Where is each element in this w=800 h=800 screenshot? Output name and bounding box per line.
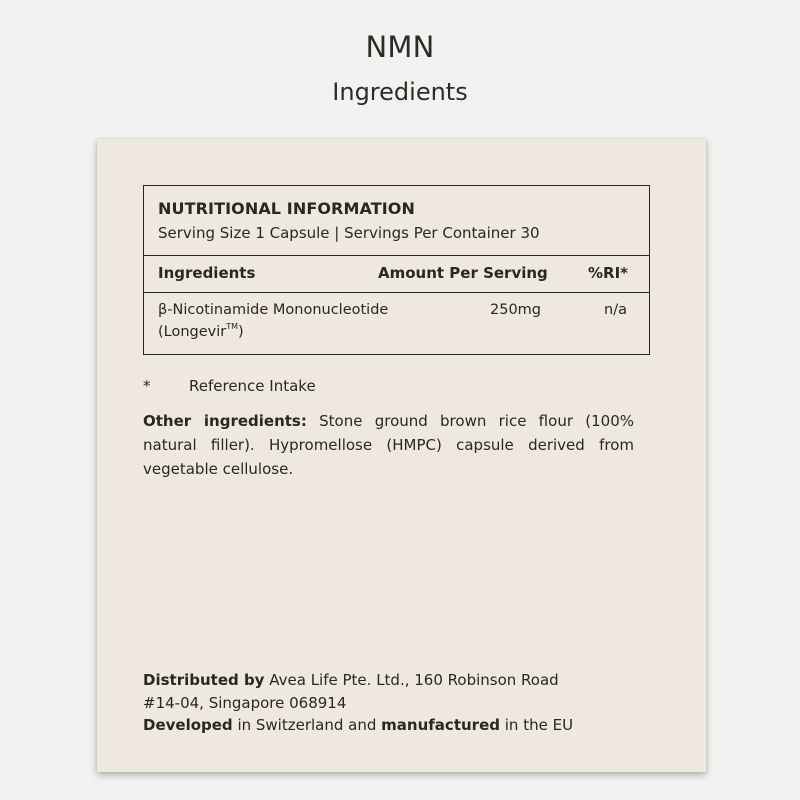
- developed-text: in Switzerland and: [237, 716, 377, 734]
- manufactured-text: in the EU: [504, 716, 574, 734]
- nutrition-header: [144, 186, 649, 256]
- trademark-mark: TM: [226, 322, 239, 331]
- distribution-info: [143, 669, 663, 737]
- distributed-label: Distributed by: [143, 671, 265, 689]
- reference-text: Reference Intake: [189, 377, 316, 395]
- ingredient-brand: [158, 324, 244, 340]
- distributor-text: Avea Life Pte. Ltd., 160 Robinson Road: [269, 671, 559, 689]
- distributor-line: [143, 669, 663, 692]
- origin-line: [143, 714, 663, 737]
- nutrition-title: NUTRITIONAL INFORMATION: [158, 199, 415, 218]
- ingredients-label-card: [97, 139, 706, 772]
- other-ingredients: [143, 409, 634, 481]
- page-title: NMN: [365, 30, 435, 64]
- nutrition-table: [143, 185, 650, 355]
- page-subtitle: Ingredients: [332, 78, 468, 106]
- ingredient-amount: 250mg: [490, 302, 542, 318]
- reference-symbol: *: [143, 377, 151, 395]
- column-header-ingredients: Ingredients: [158, 264, 256, 282]
- column-header-amount: Amount Per Serving: [378, 264, 548, 282]
- table-row: [144, 293, 649, 355]
- table-column-headers: [144, 256, 649, 293]
- ingredient-brand-close: ): [238, 324, 244, 340]
- other-ingredients-text: Stone ground brown rice flour (100% natural filler). Hypromellose (HMPC) capsule derived from vegetable cellulose.: [143, 412, 634, 478]
- ingredient-ri: n/a: [604, 302, 627, 318]
- ingredient-brand-text: (Longevir: [158, 324, 227, 340]
- column-header-ri: %RI*: [588, 264, 629, 282]
- serving-info: Serving Size 1 Capsule | Servings Per Container 30: [158, 224, 540, 242]
- address-line: #14-04, Singapore 068914: [143, 693, 347, 712]
- ingredient-name: β-Nicotinamide Mononucleotide: [158, 302, 389, 318]
- developed-label: Developed: [143, 716, 233, 734]
- manufactured-label: manufactured: [381, 716, 500, 734]
- other-ingredients-label: Other ingredients:: [143, 412, 307, 430]
